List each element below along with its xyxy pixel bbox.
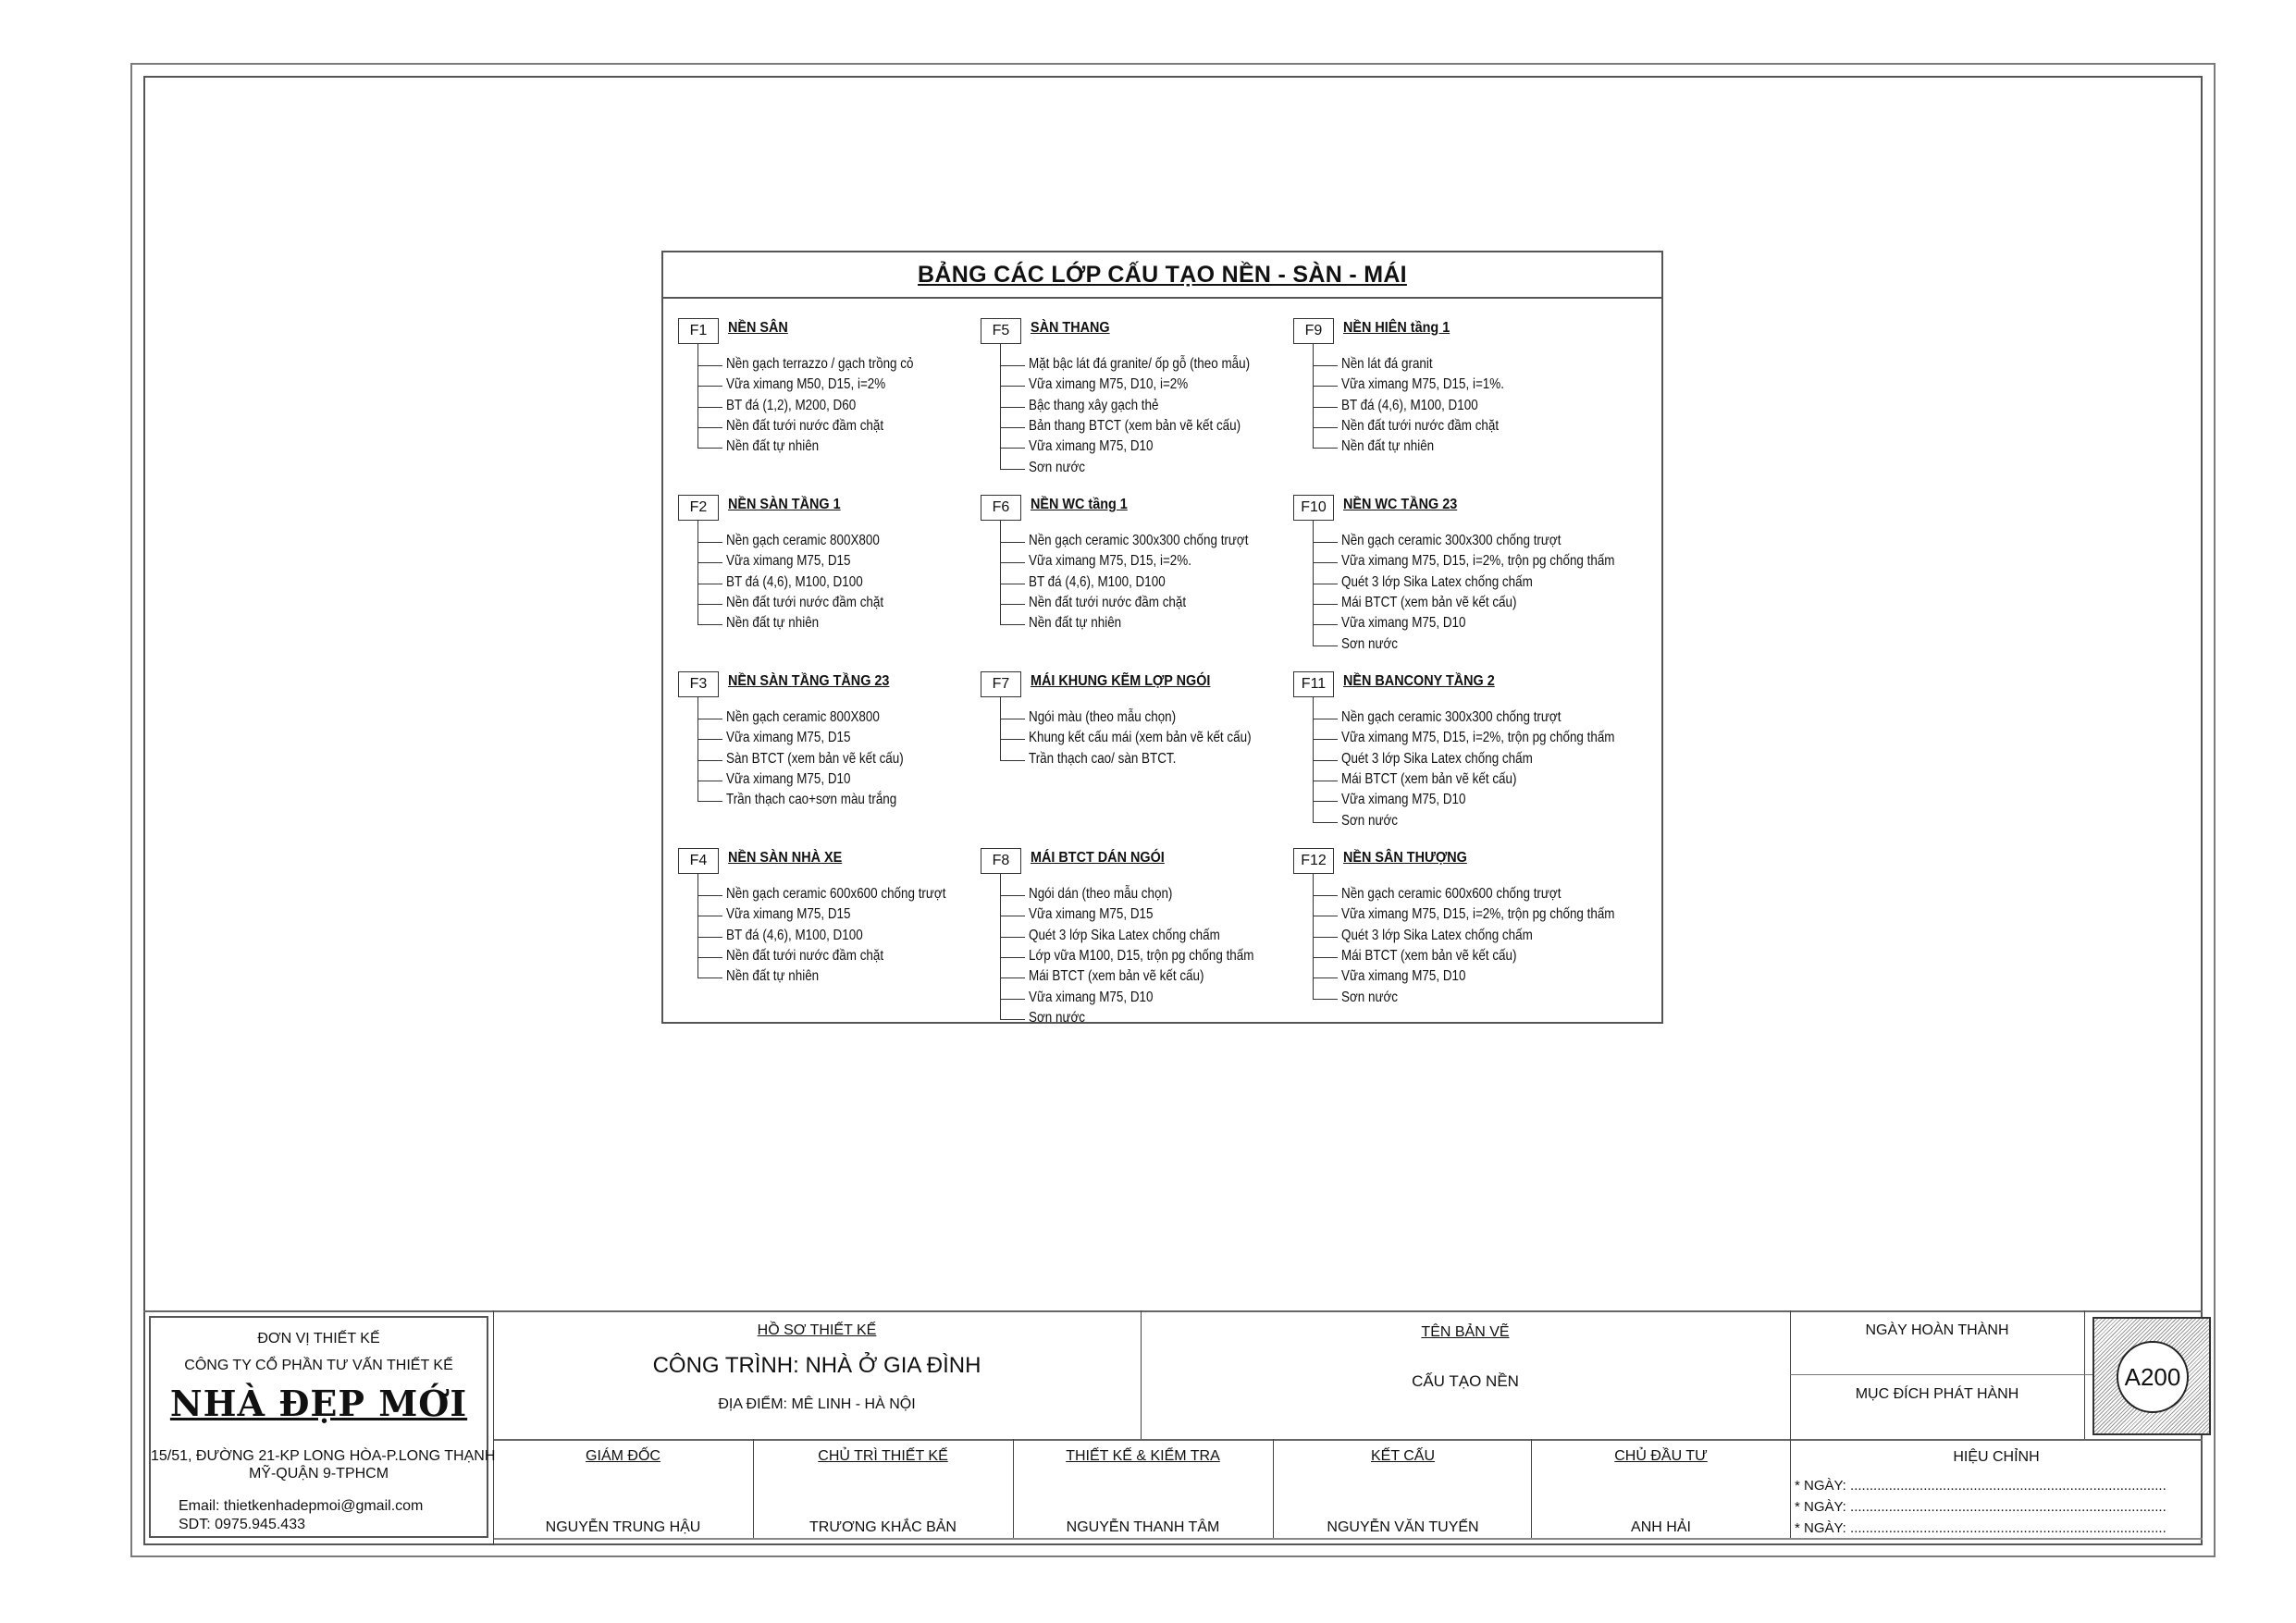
- layer-tree-line: [697, 874, 698, 977]
- layer-tick: [697, 365, 722, 366]
- layer-code-box: F11: [1293, 671, 1334, 697]
- layer-item: Mái BTCT (xem bản vẽ kết cấu): [1341, 947, 1517, 964]
- sheet-number-circle: [2117, 1341, 2189, 1413]
- layer-code-box: F8: [981, 848, 1021, 874]
- title-block-mid-line: [493, 1439, 2203, 1441]
- layer-tick: [1000, 562, 1025, 563]
- signature-role: KẾT CẤU: [1370, 1448, 1436, 1464]
- layer-item: Bậc thang xây gạch thẻ: [1029, 397, 1159, 413]
- layer-item: Mái BTCT (xem bản vẽ kết cấu): [1029, 968, 1204, 985]
- layer-code-box: F3: [678, 671, 719, 697]
- layer-tick: [1313, 957, 1338, 958]
- signature-name: NGUYỄN THANH TÂM: [1066, 1519, 1220, 1535]
- layer-item: Quét 3 lớp Sika Latex chống chấm: [1341, 750, 1533, 767]
- layer-item: Nền đất tự nhiên: [726, 615, 820, 632]
- layer-tick: [1000, 386, 1025, 387]
- sheet-number-stamp: [2092, 1317, 2211, 1435]
- company-address-line1: 15/51, ĐƯỜNG 21-KP LONG HÒA-P.LONG THẠNH: [151, 1448, 496, 1464]
- issue-purpose-label: MỤC ĐÍCH PHÁT HÀNH: [1855, 1386, 2019, 1402]
- revision-row-3: * NGÀY: ..................................................................................: [1795, 1520, 2166, 1536]
- layer-item: Nền gạch terrazzo / gạch trồng cỏ: [726, 356, 914, 372]
- layer-item: Vữa ximang M75, D10: [1341, 792, 1466, 808]
- layer-tick: [1000, 1019, 1025, 1020]
- layer-item: Nền gạch ceramic 300x300 chống trượt: [1029, 533, 1249, 548]
- layer-tick: [697, 542, 722, 543]
- layer-item: Nền đất tự nhiên: [726, 438, 820, 455]
- layer-tick: [697, 957, 722, 958]
- layer-tick: [697, 562, 722, 563]
- layer-item: Nền gạch ceramic 600x600 chống trượt: [726, 886, 946, 902]
- layer-tick: [1313, 542, 1338, 543]
- layer-tree-line: [1313, 344, 1314, 448]
- signature-name: NGUYỄN TRUNG HẬU: [545, 1519, 701, 1535]
- layer-tree-line: [1000, 697, 1001, 760]
- layer-item: Sơn nước: [1341, 635, 1398, 652]
- layer-code-box: F2: [678, 495, 719, 521]
- layer-item: BT đá (4,6), M100, D100: [1029, 573, 1166, 590]
- layer-item: Trần thạch cao/ sàn BTCT.: [1029, 750, 1177, 767]
- layer-tick: [697, 448, 722, 449]
- layer-group-name: NỀN BANCONY TẦNG 2: [1343, 673, 1495, 689]
- sheet-number: A200: [2124, 1362, 2181, 1391]
- layer-item: BT đá (4,6), M100, D100: [1341, 397, 1478, 413]
- layer-group-name: NỀN SÀN TẦNG 1: [728, 497, 841, 512]
- layer-item: Nền đất tưới nước đầm chặt: [1341, 417, 1500, 434]
- layer-item: Mái BTCT (xem bản vẽ kết cấu): [1341, 594, 1517, 610]
- layer-code-box: F4: [678, 848, 719, 874]
- layer-item: Nền đất tự nhiên: [726, 968, 820, 985]
- layer-item: Vữa ximang M75, D10, i=2%: [1029, 376, 1189, 393]
- layer-tick: [1313, 801, 1338, 802]
- revision-row-1: * NGÀY: ..................................................................................: [1795, 1478, 2166, 1494]
- layer-tick: [1000, 957, 1025, 958]
- layer-item: Vữa ximang M75, D15: [726, 553, 851, 570]
- layer-item: Trần thạch cao+sơn màu trắng: [726, 792, 897, 808]
- layer-tree-line: [697, 697, 698, 801]
- layer-table: [661, 251, 1663, 1024]
- layer-tick: [697, 386, 722, 387]
- layer-group-name: NỀN SÂN: [728, 320, 788, 336]
- layer-tick: [1000, 624, 1025, 625]
- layer-tick: [1000, 542, 1025, 543]
- layer-tick: [1313, 407, 1338, 408]
- layer-item: Vữa ximang M75, D10: [726, 770, 851, 787]
- layer-group-name: NỀN SÀN NHÀ XE: [728, 850, 843, 866]
- layer-item: Vữa ximang M75, D15, i=1%.: [1341, 376, 1504, 393]
- company-logo-text: NHÀ ĐẸP MỚI: [169, 1383, 468, 1424]
- layer-tick: [1313, 365, 1338, 366]
- company-email: Email: thietkenhadepmoi@gmail.com: [179, 1498, 424, 1514]
- drawing-name-label: TÊN BẢN VẼ: [1421, 1324, 1510, 1340]
- design-unit-label: ĐƠN VỊ THIẾT KẾ: [257, 1331, 380, 1346]
- layer-tick: [1313, 386, 1338, 387]
- layer-group-name: SÀN THANG: [1031, 320, 1110, 336]
- layer-item: Nền đất tưới nước đầm chặt: [1029, 594, 1187, 610]
- layer-item: Lớp vữa M100, D15, trộn pg chống thấm: [1029, 947, 1254, 964]
- layer-tree-line: [1000, 521, 1001, 624]
- layer-tick: [697, 407, 722, 408]
- layer-item: Vữa ximang M75, D10: [1029, 438, 1154, 455]
- layer-tick: [1313, 760, 1338, 761]
- layer-tick: [1000, 469, 1025, 470]
- layer-item: Mặt bậc lát đá granite/ ốp gỗ (theo mẫu): [1029, 356, 1251, 372]
- project-location: ĐỊA ĐIỂM: MÊ LINH - HÀ NỘI: [718, 1396, 916, 1412]
- layer-tree-line: [697, 521, 698, 624]
- layer-item: Sơn nước: [1029, 1009, 1085, 1026]
- layer-item: Quét 3 lớp Sika Latex chống chấm: [1029, 927, 1220, 943]
- layer-item: Vữa ximang M75, D15, i=2%.: [1029, 553, 1191, 570]
- layer-tick: [1000, 604, 1025, 605]
- layer-group-name: NỀN WC TẦNG 23: [1343, 497, 1458, 512]
- layer-tick: [697, 604, 722, 605]
- layer-item: Nền gạch ceramic 300x300 chống trượt: [1341, 709, 1562, 725]
- company-box: [149, 1316, 496, 1538]
- table-title: BẢNG CÁC LỚP CẤU TẠO NỀN - SÀN - MÁI: [918, 261, 1407, 288]
- layer-item: Vữa ximang M75, D10: [1341, 968, 1466, 985]
- layer-tick: [697, 937, 722, 938]
- layer-tick: [1000, 977, 1025, 978]
- company-name: CÔNG TY CỔ PHẦN TƯ VẤN THIẾT KẾ: [184, 1358, 453, 1373]
- layer-item: BT đá (4,6), M100, D100: [726, 573, 863, 590]
- layer-item: Bản thang BTCT (xem bản vẽ kết cấu): [1029, 417, 1241, 434]
- layer-tick: [1000, 937, 1025, 938]
- layer-tick: [1000, 407, 1025, 408]
- layer-tick: [1313, 999, 1338, 1000]
- layer-item: Vữa ximang M75, D15, i=2%, trộn pg chống thấm: [1341, 553, 1615, 570]
- layer-item: Nền gạch ceramic 800X800: [726, 533, 880, 548]
- layer-item: Nền đất tự nhiên: [1029, 615, 1122, 632]
- layer-item: Nền lát đá granit: [1341, 356, 1433, 372]
- layer-tick: [697, 801, 722, 802]
- revision-label: HIỆU CHỈNH: [1953, 1449, 2040, 1465]
- layer-tick: [1313, 822, 1338, 823]
- layer-item: BT đá (4,6), M100, D100: [726, 927, 863, 943]
- signature-role: THIẾT KẾ & KIỂM TRA: [1066, 1448, 1220, 1464]
- layer-tick: [697, 739, 722, 740]
- layer-item: Vữa ximang M75, D10: [1341, 615, 1466, 632]
- layer-item: Vữa ximang M75, D15: [1029, 906, 1154, 923]
- layer-code-box: F12: [1293, 848, 1334, 874]
- drawing-name: CẤU TẠO NỀN: [1412, 1372, 1519, 1390]
- layer-tick: [1000, 999, 1025, 1000]
- layer-item: Vữa ximang M75, D15: [726, 906, 851, 923]
- layer-tick: [1313, 937, 1338, 938]
- layer-item: Khung kết cấu mái (xem bản vẽ kết cấu): [1029, 730, 1252, 746]
- signature-name: ANH HẢI: [1631, 1519, 1691, 1535]
- layer-group-name: NỀN WC tầng 1: [1031, 497, 1128, 512]
- layer-code-box: F5: [981, 318, 1021, 344]
- layer-item: Nền đất tưới nước đầm chặt: [726, 417, 884, 434]
- layer-item: Vữa ximang M50, D15, i=2%: [726, 376, 886, 393]
- signature-name: NGUYỄN VĂN TUYẾN: [1327, 1519, 1479, 1535]
- layer-tick: [697, 760, 722, 761]
- layer-code-box: F9: [1293, 318, 1334, 344]
- layer-tick: [1313, 977, 1338, 978]
- layer-item: Nền gạch ceramic 800X800: [726, 709, 880, 725]
- layer-tick: [1313, 448, 1338, 449]
- layer-tick: [697, 624, 722, 625]
- layer-tick: [1313, 427, 1338, 428]
- layer-group-name: MÁI KHUNG KẼM LỢP NGÓI: [1031, 673, 1211, 689]
- layer-item: Nền gạch ceramic 300x300 chống trượt: [1341, 533, 1562, 548]
- layer-tick: [1313, 604, 1338, 605]
- company-address-line2: MỸ-QUẬN 9-TPHCM: [248, 1466, 389, 1482]
- layer-item: Nền gạch ceramic 600x600 chống trượt: [1341, 886, 1562, 902]
- layer-item: Vữa ximang M75, D10: [1029, 989, 1154, 1005]
- project-label: HỒ SƠ THIẾT KẾ: [757, 1322, 877, 1338]
- layer-group-name: NỀN HIÊN tầng 1: [1343, 320, 1450, 336]
- layer-tree-line: [697, 344, 698, 448]
- layer-item: Vữa ximang M75, D15, i=2%, trộn pg chống thấm: [1341, 906, 1615, 923]
- layer-group-name: NỀN SÀN TẦNG TẦNG 23: [728, 673, 890, 689]
- company-phone: SDT: 0975.945.433: [179, 1517, 305, 1532]
- layer-item: Quét 3 lớp Sika Latex chống chấm: [1341, 573, 1533, 590]
- layer-code-box: F6: [981, 495, 1021, 521]
- layer-tick: [1000, 895, 1025, 896]
- layer-tick: [697, 977, 722, 978]
- layer-item: Ngói dán (theo mẫu chọn): [1029, 886, 1173, 902]
- layer-item: Sơn nước: [1029, 459, 1085, 475]
- layer-item: Mái BTCT (xem bản vẽ kết cấu): [1341, 770, 1517, 787]
- title-block-top-line: [143, 1310, 2203, 1312]
- table-header: [663, 252, 1661, 299]
- layer-tick: [1313, 562, 1338, 563]
- signature-role: CHỦ TRÌ THIẾT KẾ: [818, 1448, 948, 1464]
- layer-item: Nền đất tự nhiên: [1341, 438, 1435, 455]
- title-block-divider-drawing: [1790, 1310, 1791, 1538]
- layer-item: Sàn BTCT (xem bản vẽ kết cấu): [726, 750, 904, 767]
- completion-date-label: NGÀY HOÀN THÀNH: [1865, 1322, 2009, 1338]
- layer-item: Ngói màu (theo mẫu chọn): [1029, 709, 1177, 725]
- title-block-bottom-line: [493, 1538, 2203, 1540]
- layer-tick: [697, 427, 722, 428]
- layer-item: Sơn nước: [1341, 989, 1398, 1005]
- layer-tick: [697, 895, 722, 896]
- title-block-divider-company: [493, 1310, 494, 1545]
- layer-item: Nền đất tưới nước đầm chặt: [726, 594, 884, 610]
- layer-tick: [1000, 739, 1025, 740]
- layer-item: Quét 3 lớp Sika Latex chống chấm: [1341, 927, 1533, 943]
- layer-item: Nền đất tưới nước đầm chặt: [726, 947, 884, 964]
- layer-item: BT đá (1,2), M200, D60: [726, 397, 857, 413]
- layer-code-box: F10: [1293, 495, 1334, 521]
- layer-item: Vữa ximang M75, D15, i=2%, trộn pg chống thấm: [1341, 730, 1615, 746]
- layer-tick: [1000, 427, 1025, 428]
- signature-name: TRƯƠNG KHẮC BẢN: [809, 1519, 957, 1535]
- layer-tick: [1313, 624, 1338, 625]
- layer-tick: [1000, 365, 1025, 366]
- layer-code-box: F1: [678, 318, 719, 344]
- layer-tick: [1000, 760, 1025, 761]
- layer-tick: [1313, 739, 1338, 740]
- layer-item: Vữa ximang M75, D15: [726, 730, 851, 746]
- signature-role: CHỦ ĐẦU TƯ: [1614, 1448, 1708, 1464]
- signature-role: GIÁM ĐỐC: [586, 1448, 660, 1464]
- revision-row-2: * NGÀY: ..................................................................................: [1795, 1499, 2166, 1515]
- layer-tick: [1313, 895, 1338, 896]
- project-name: CÔNG TRÌNH: NHÀ Ở GIA ĐÌNH: [652, 1353, 981, 1378]
- layer-tick: [1000, 448, 1025, 449]
- layer-group-name: NỀN SÂN THƯỢNG: [1343, 850, 1467, 866]
- layer-group-name: MÁI BTCT DÁN NGÓI: [1031, 850, 1165, 866]
- layer-item: Sơn nước: [1341, 812, 1398, 829]
- layer-code-box: F7: [981, 671, 1021, 697]
